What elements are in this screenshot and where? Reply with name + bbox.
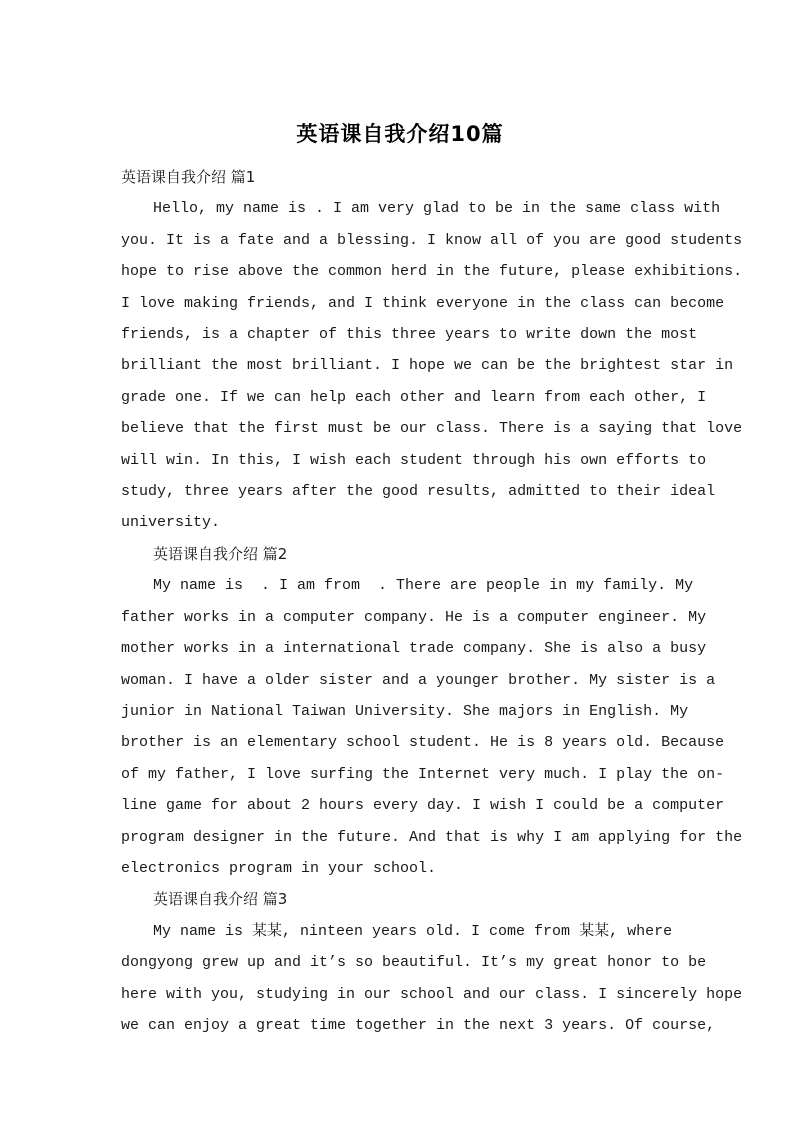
section-paragraph	[121, 916, 743, 1042]
section-heading: 英语课自我介绍 篇1	[121, 168, 256, 186]
text-line: woman. I have a older sister and a younger brother. My sister is a	[121, 671, 716, 689]
text-line: My name is 某某, ninteen years old. I come from 某某, where	[153, 922, 673, 940]
text-line: we can enjoy a great time together in the next 3 years. Of course,	[121, 1016, 716, 1034]
text-line: friends, is a chapter of this three years to write down the most	[121, 326, 698, 344]
text-line: you. It is a fate and a blessing. I know all of you are good students	[121, 231, 743, 249]
text-line: electronics program in your school.	[121, 859, 437, 877]
text-line: of my father, I love surfing the Internet very much. I play the on-	[121, 765, 725, 783]
text-line: line game for about 2 hours every day. I wish I could be a computer	[121, 797, 725, 815]
text-line: grade one. If we can help each other and learn from each other, I	[121, 388, 707, 406]
text-line: program designer in the future. And that is why I am applying for the	[121, 828, 743, 846]
text-line: Hello, my name is . I am very glad to be in the same class with	[153, 200, 721, 218]
text-line: junior in National Taiwan University. She majors in English. My	[121, 702, 689, 720]
text-line: will win. In this, I wish each student through his own efforts to	[121, 451, 707, 469]
text-line: My name is . I am from . There are people in my family. My	[153, 577, 694, 595]
text-line: study, three years after the good results, admitted to their ideal	[121, 483, 716, 501]
section-3	[121, 884, 743, 1041]
section-paragraph	[121, 193, 743, 538]
text-line: hope to rise above the common herd in the future, please exhibitions.	[121, 263, 743, 281]
text-line: mother works in a international trade company. She is also a busy	[121, 640, 707, 658]
text-line: brilliant the most brilliant. I hope we can be the brightest star in	[121, 357, 734, 375]
text-line: dongyong grew up and it’s so beautiful. It’s my great honor to be	[121, 954, 707, 972]
text-line: university.	[121, 514, 221, 532]
section-heading: 英语课自我介绍 篇3	[153, 890, 288, 909]
text-line: brother is an elementary school student. He is 8 years old. Because	[121, 734, 725, 752]
text-line: here with you, studying in our school and our class. I sincerely hope	[121, 985, 743, 1003]
text-line: father works in a computer company. He is a computer engineer. My	[121, 608, 707, 626]
section-paragraph	[121, 570, 743, 884]
section-heading: 英语课自我介绍 篇2	[153, 544, 288, 563]
section-2	[121, 539, 743, 884]
section-1	[121, 162, 743, 539]
text-line: I love making friends, and I think everyone in the class can become	[121, 294, 725, 312]
document-title: 英语课自我介绍10篇	[296, 122, 504, 146]
document-body	[121, 162, 743, 1041]
text-line: believe that the first must be our class. There is a saying that love	[121, 420, 743, 438]
